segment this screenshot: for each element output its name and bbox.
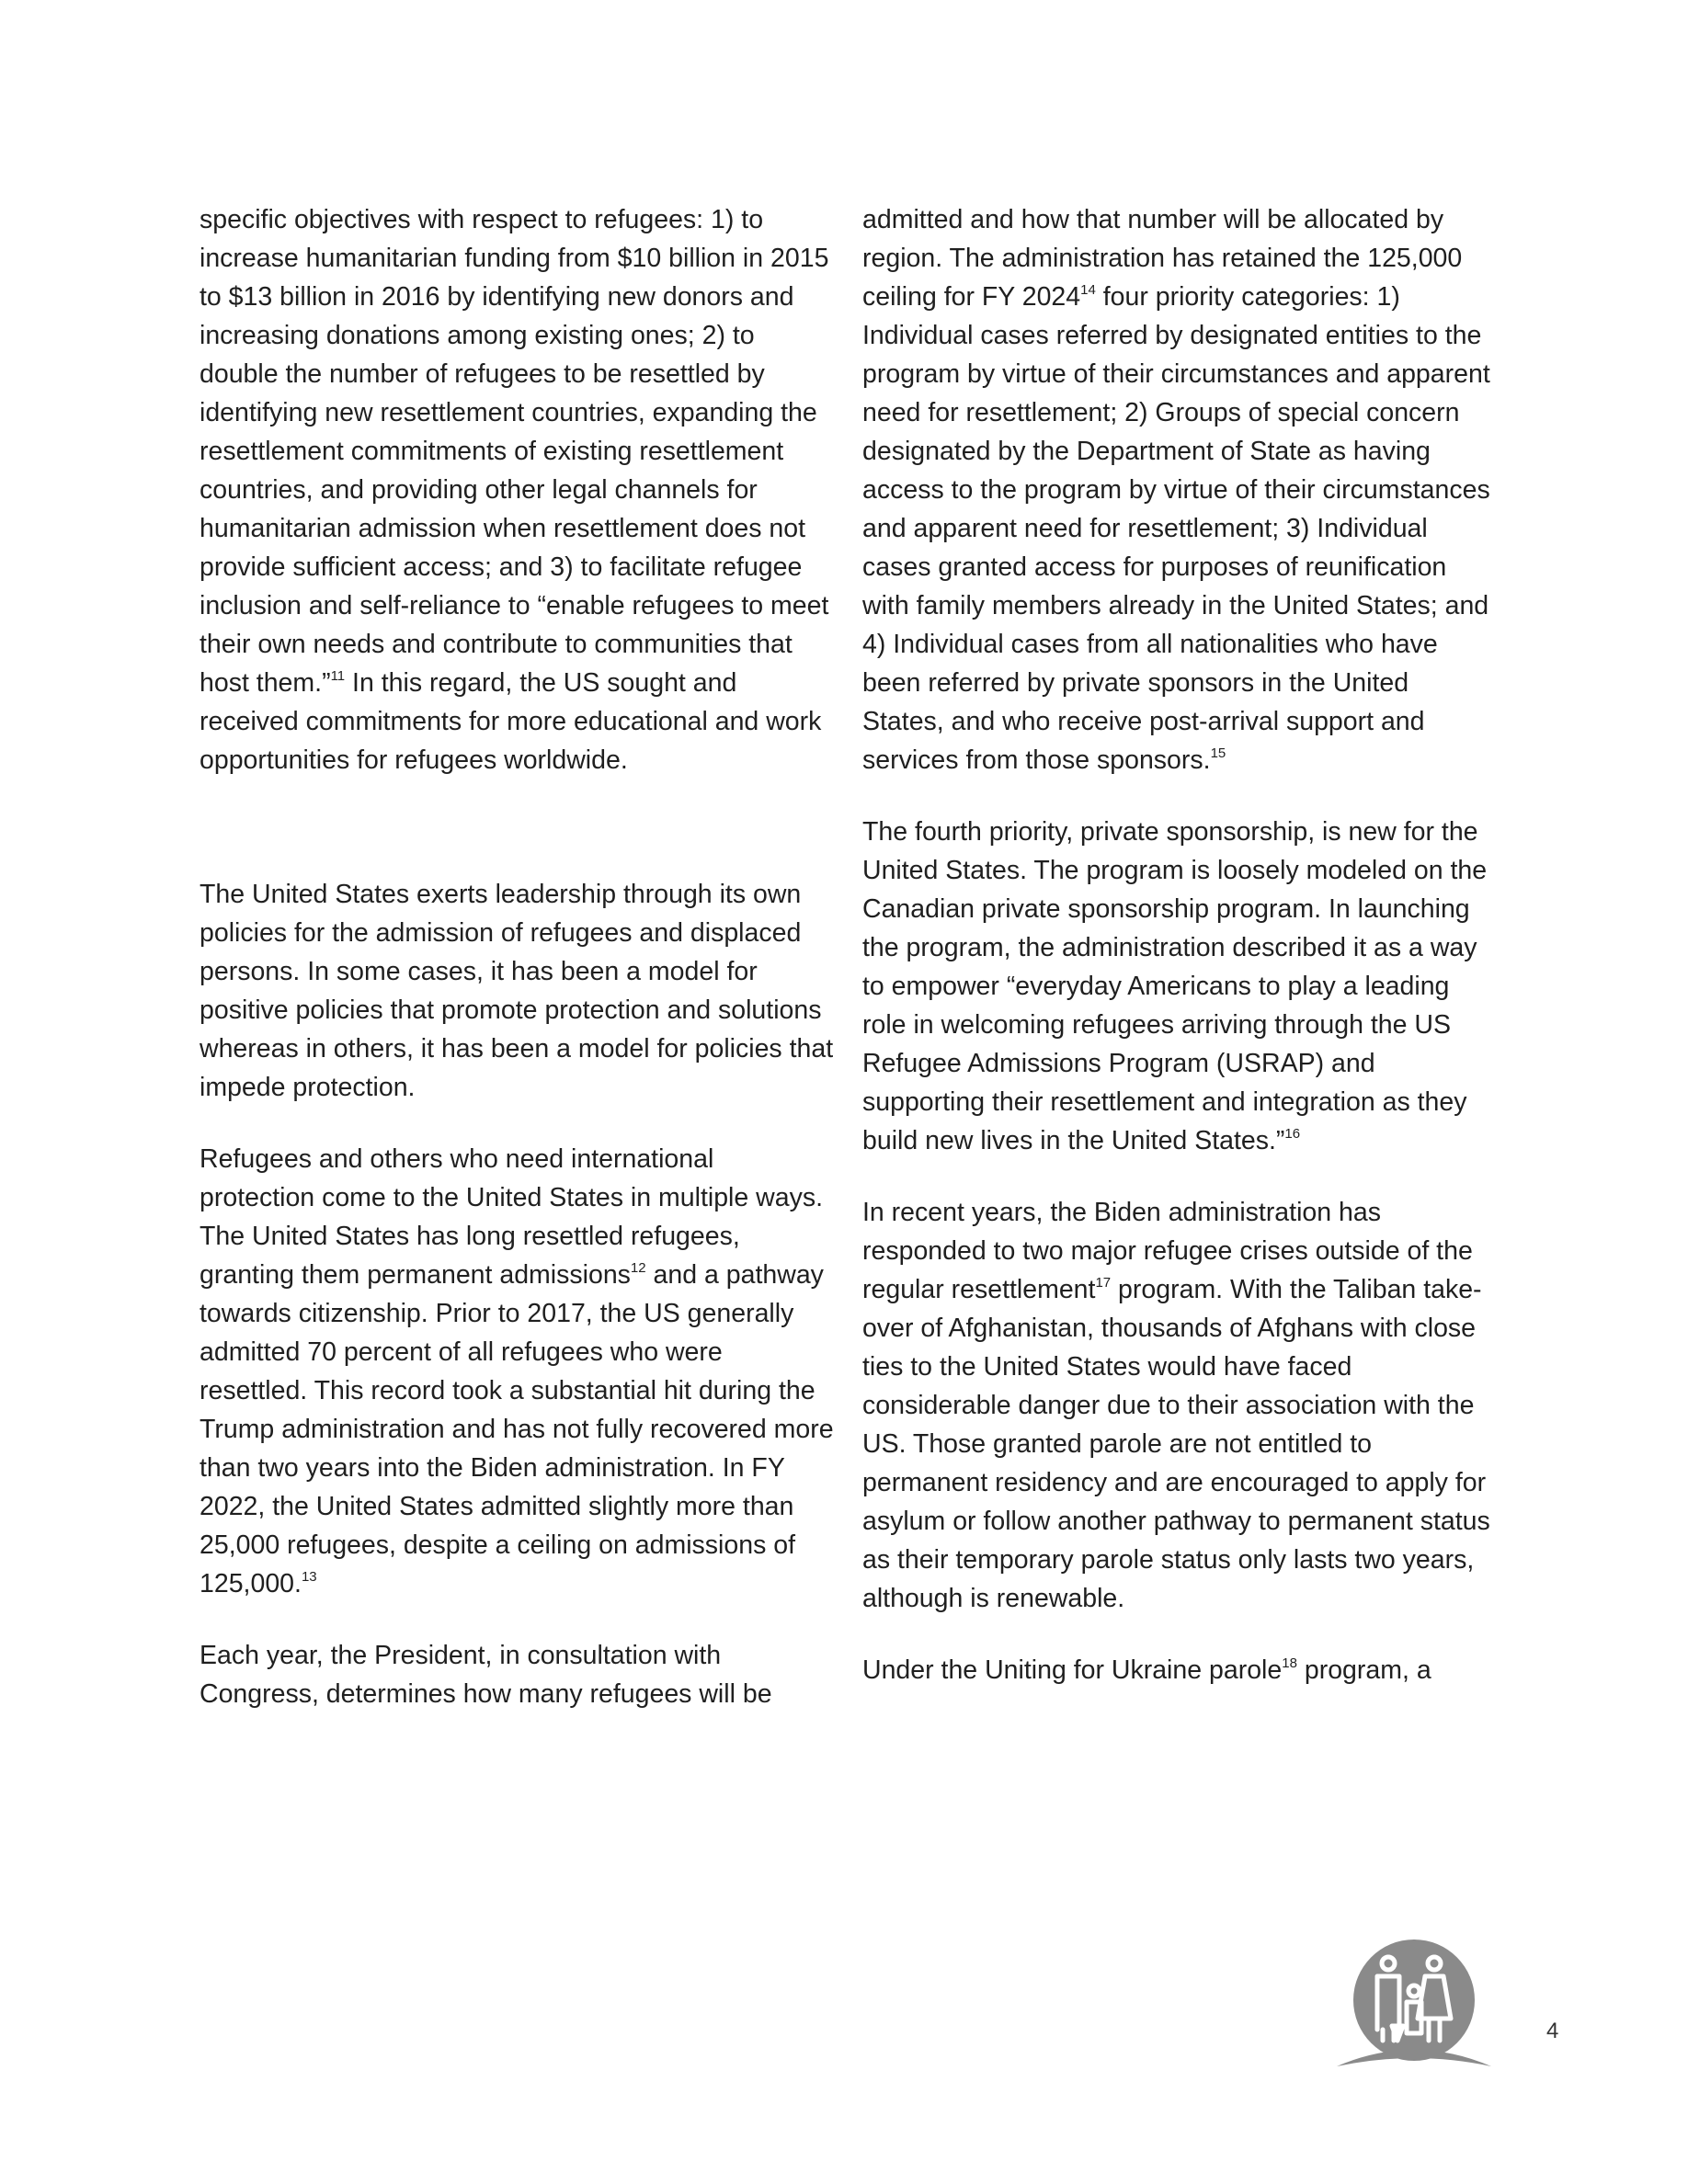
family-icon [1333,1938,1495,2076]
paragraph: The United States exerts leadership through its own policies for the admission of refugees and displaced persons. In some cases, it has been a model for positive policies that promote protection and solutions whereas in others, it has been a model for policies that impede protection. [200,880,834,1102]
footnote-ref[interactable]: 13 [301,1569,317,1585]
right-column [862,200,1497,1723]
footnote-ref[interactable]: 14 [1080,282,1096,298]
footnote-ref[interactable]: 18 [1282,1655,1297,1671]
paragraph: The fourth priority, private sponsorship, is new for the United States. The program is loosely modeled on the Canadian private sponsorship program. In launching the program, the administration described it as a way to empower “everyday Americans to play a leading role in welcoming refugees arriving through the US Refugee Admissions Program (USRAP) and supporting their resettlement and integration as they build new lives in the United States.”$^{16}$ [862,817,1488,1155]
footnote-ref[interactable]: 11 [330,668,346,684]
paragraph: In recent years, the Biden administration has responded to two major refugee crises outside of the regular resettlement$^{17}$ program. With the Taliban take-over of Afghanistan, thousands of Afghans with close ties to the United States would have faced considerable danger due to their association with the US. Those granted parole are not entitled to permanent residency and are encouraged to apply for asylum or follow another pathway to permanent status as their temporary parole status only lasts two years, although is renewable. [862,1198,1490,1613]
left-column [200,200,834,1746]
footnote-ref[interactable]: 16 [1284,1126,1301,1142]
paragraph: Under the Uniting for Ukraine parole$^{18}$ program, a [862,1655,1431,1685]
page-number: 4 [1546,2019,1559,2043]
paragraph: specific objectives with respect to refugees: 1) to increase humanitarian funding from $10 billion in 2015 to $13 billion in 2016 by identifying new donors and increasing donations among existing ones; 2) to double the number of refugees to be resettled by identifying new resettlement countries, expanding the resettlement commitments of existing resettlement countries, and providing other legal channels for humanitarian admission when resettlement does not provide sufficient access; and 3) to facilitate refugee inclusion and self-reliance to “enable refugees to meet their own needs and contribute to communities that host them.”$^{11}$ In this regard, the US sought and received commitments for more educational and work opportunities for refugees worldwide. [200,205,829,775]
footnote-ref[interactable]: 12 [630,1260,646,1276]
footnote-ref[interactable]: 15 [1210,745,1226,761]
footnote-ref[interactable]: 17 [1095,1275,1112,1291]
paragraph: Each year, the President, in consultation with Congress, determines how many refugees will be [200,1641,772,1709]
paragraph: admitted and how that number will be allocated by region. The administration has retained the 125,000 ceiling for FY 2024$^{14}$ four priority categories: 1) Individual cases referred by designated entities to the program by virtue of their circumstances and apparent need for resettlement; 2) Groups of special concern designated by the Department of State as having access to the program by virtue of their circumstances and apparent need for resettlement; 3) Individual cases granted access for purposes of reunification with family members already in the United States; and 4) Individual cases from all nationalities who have been referred by private sponsors in the United States, and who receive post-arrival support and services from those sponsors.$^{15}$ [862,205,1490,775]
paragraph: Refugees and others who need international protection come to the United States in multiple ways. The United States has long resettled refugees, granting them permanent admissions$^{12}$ and a pathway towards citizenship. Prior to 2017, the US generally admitted 70 percent of all refugees who were resettled. This record took a substantial hit during the Trump administration and has not fully recovered more than two years into the Biden administration. In FY 2022, the United States admitted slightly more than 25,000 refugees, despite a ceiling on admissions of 125,000.13 [200,1144,834,1598]
